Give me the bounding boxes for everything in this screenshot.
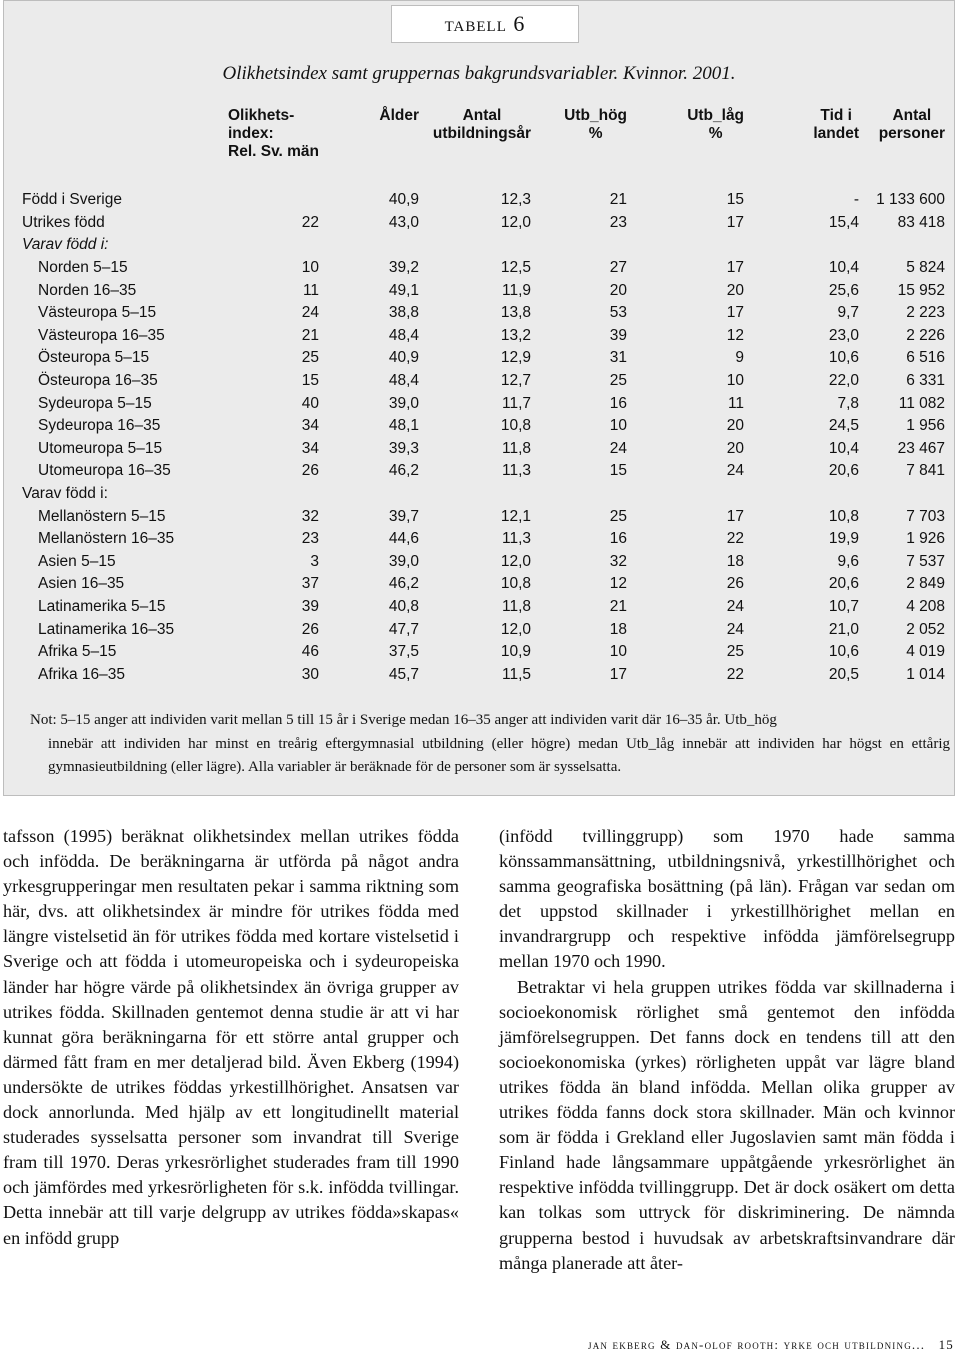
table-cell xyxy=(859,234,945,257)
table-cell: 7 703 xyxy=(906,507,946,525)
table-row xyxy=(22,325,945,348)
table-cell: 23,0 xyxy=(828,326,860,344)
table-cell xyxy=(419,234,531,257)
table-cell: 48,1 xyxy=(388,417,420,435)
table-cell: 4 208 xyxy=(906,597,946,615)
table-cell: 31 xyxy=(609,349,628,367)
table-row xyxy=(22,596,945,619)
header-tid: Tid i landet xyxy=(813,107,860,142)
body-column-right xyxy=(499,824,955,1276)
table-row xyxy=(22,189,945,212)
table-cell: 12,0 xyxy=(500,213,532,231)
table-row xyxy=(22,663,945,686)
table-cell: 12,0 xyxy=(500,620,532,638)
table-cell: 17 xyxy=(726,304,745,322)
table-cell: 10 xyxy=(609,417,628,435)
table-cell xyxy=(531,483,627,506)
table-row xyxy=(22,460,945,483)
table-row xyxy=(22,505,945,528)
row-label: Afrika 16–35 xyxy=(38,665,126,683)
table-cell: 20 xyxy=(726,439,745,457)
table-cell: 2 223 xyxy=(906,304,946,322)
table-cell: 24 xyxy=(609,439,628,457)
table-body xyxy=(22,189,945,686)
table-cell: 24 xyxy=(726,462,745,480)
table-cell: 44,6 xyxy=(388,530,420,548)
table-cell: 38,8 xyxy=(388,304,420,322)
table-cell: 12,9 xyxy=(500,349,532,367)
table-row xyxy=(22,483,945,506)
table-cell: 49,1 xyxy=(388,281,420,299)
body-column-left xyxy=(3,824,459,1251)
table-cell: 12 xyxy=(609,575,628,593)
row-label: Varav född i: xyxy=(22,485,108,503)
table-cell: 21,0 xyxy=(828,620,860,638)
row-label: Varav född i: xyxy=(22,236,109,254)
table-cell: 40,8 xyxy=(388,597,420,615)
table-cell xyxy=(419,483,531,506)
table-cell: 20 xyxy=(726,281,745,299)
table-cell: 4 019 xyxy=(906,643,946,661)
table-cell: 20 xyxy=(726,417,745,435)
table-cell: 46,2 xyxy=(388,575,420,593)
table-cell: 10,4 xyxy=(828,259,860,277)
table-cell: 7 841 xyxy=(906,462,946,480)
table-cell xyxy=(744,234,859,257)
table-row xyxy=(22,641,945,664)
table-cell: 39 xyxy=(609,326,628,344)
table-cell: 9,6 xyxy=(837,552,860,570)
row-label: Västeuropa 5–15 xyxy=(38,304,157,322)
row-label: Utrikes född xyxy=(22,213,105,231)
table-row xyxy=(22,528,945,551)
table-cell: 10 xyxy=(726,372,745,390)
table-cell: 25 xyxy=(301,349,320,367)
table-cell: 39,0 xyxy=(388,394,420,412)
table-cell xyxy=(744,483,859,506)
table-cell: 22 xyxy=(726,665,745,683)
table-cell xyxy=(228,483,319,506)
table-cell: 45,7 xyxy=(388,665,420,683)
table-cell: 10,9 xyxy=(500,643,532,661)
table-cell: 20,6 xyxy=(828,575,860,593)
table-cell: 17 xyxy=(609,665,628,683)
header-cell xyxy=(531,107,627,189)
table-note xyxy=(30,709,950,780)
table-cell: 2 052 xyxy=(906,620,946,638)
data-table xyxy=(22,107,945,686)
row-label: Asien 5–15 xyxy=(38,552,116,570)
table-cell: 11,8 xyxy=(502,439,532,457)
table-cell: 23 xyxy=(609,213,628,231)
row-label: Afrika 5–15 xyxy=(38,643,117,661)
row-label: Född i Sverige xyxy=(22,191,122,209)
header-cell xyxy=(319,107,419,189)
table-cell: 11,7 xyxy=(502,394,532,412)
table-cell: 24 xyxy=(726,597,745,615)
table-cell: 46,2 xyxy=(388,462,420,480)
table-cell: 37 xyxy=(301,575,320,593)
row-label: Asien 16–35 xyxy=(38,575,125,593)
table-cell: 39,3 xyxy=(388,439,420,457)
table-cell: 40,9 xyxy=(388,349,420,367)
table-label: tabell 6 xyxy=(391,5,579,43)
table-cell: 22,0 xyxy=(828,372,860,390)
table-cell: 15 xyxy=(726,191,745,209)
header-utb-hog: Utb_hög % xyxy=(564,107,628,142)
table-cell: 22 xyxy=(301,213,320,231)
table-cell: 10,8 xyxy=(828,507,860,525)
note-line-rest: innebär att individen har minst en treårig eftergymnasial utbildning (eller högre) medan Utb_låg innebär att individen har högst en ettårig gymnasieutbildning (eller lägre). Alla variabler är beräknade för de personer som är sysselsatta. xyxy=(48,735,950,775)
table-cell xyxy=(319,234,419,257)
table-cell: 34 xyxy=(301,417,320,435)
table-cell: 48,4 xyxy=(388,372,420,390)
table-cell: 3 xyxy=(310,552,320,570)
table-row xyxy=(22,279,945,302)
table-cell: 1 133 600 xyxy=(876,191,946,209)
table-cell: 24,5 xyxy=(828,417,860,435)
table-row xyxy=(22,415,945,438)
table-cell: 18 xyxy=(609,620,628,638)
table-cell: 15,4 xyxy=(828,213,860,231)
row-label: Latinamerika 5–15 xyxy=(38,597,166,615)
table-cell: 12,5 xyxy=(500,259,532,277)
table-cell: 39,2 xyxy=(388,259,420,277)
table-cell: 25 xyxy=(609,372,628,390)
table-cell: 25 xyxy=(726,643,745,661)
table-cell: 1 926 xyxy=(906,530,946,548)
table-cell: 12,1 xyxy=(500,507,532,525)
table-cell: 17 xyxy=(726,507,745,525)
header-cell xyxy=(22,107,228,189)
table-cell: 20,6 xyxy=(828,462,860,480)
table-cell: 46 xyxy=(301,643,320,661)
table-cell: 9 xyxy=(735,349,745,367)
table-cell: 7,8 xyxy=(837,394,860,412)
header-antal-utb: Antal utbildningsår xyxy=(432,107,532,142)
table-cell: 12,7 xyxy=(500,372,532,390)
row-label: Sydeuropa 5–15 xyxy=(38,394,152,412)
table-row xyxy=(22,551,945,574)
table-cell: 13,8 xyxy=(500,304,532,322)
header-antal-pers: Antal personer xyxy=(878,107,946,142)
table-cell: 26 xyxy=(301,462,320,480)
table-cell: 12 xyxy=(726,326,745,344)
table-cell: 47,7 xyxy=(388,620,420,638)
table-row xyxy=(22,257,945,280)
table-cell: 23 467 xyxy=(897,439,946,457)
header-utb-lag: Utb_låg % xyxy=(687,107,745,142)
table-cell: 17 xyxy=(726,259,745,277)
table-cell xyxy=(627,483,744,506)
table-cell xyxy=(319,483,419,506)
table-row xyxy=(22,347,945,370)
table-cell: 24 xyxy=(301,304,320,322)
table-cell: 23 xyxy=(301,530,320,548)
table-cell: 21 xyxy=(301,326,320,344)
table-cell: 6 331 xyxy=(906,372,946,390)
table-cell: 26 xyxy=(301,620,320,638)
table-cell xyxy=(627,234,744,257)
body-paragraph: tafsson (1995) beräknat olikhetsindex mellan utrikes födda och infödda. De beräkningarna är utförda på något andra yrkesgrupperingar men resultaten pekar i samma riktning som här, dvs. att olikhetsindex är mindre för utrikes födda med längre vistelsetid än för utrikes födda med kortare vistelsetid i Sverige och att födda i utomeuropeiska och i sydeuropeiska länder har högre värde på olikhetsindex än övriga grupper av utrikes födda. Skillnaden gentemot denna studie är att vi har kunnat göra beräkningarna för ett större antal grupper och därmed fått fram en mer detaljerad bild. Även Ekberg (1994) undersökte de utrikes föddas yrkestillhörighet. Ansatsen var dock annorlunda. Med hjälp av ett longitudinellt material studerades sysselsatta personer som invandrat till Sverige fram till 1970. Deras yrkesrörlighet studerades fram till 1990 och jämfördes med yrkesrörligheten för s.k. infödda tvillingar. Detta innebär att till varje delgrupp av utrikes födda»skapas« en infödd grupp xyxy=(3,826,459,1248)
table-cell: 11 082 xyxy=(898,394,946,412)
header-alder: Ålder xyxy=(379,107,420,124)
note-line-first: Not: 5–15 anger att individen varit mellan 5 till 15 år i Sverige medan 16–35 anger att individen varit där 16–35 år. Utb_hög xyxy=(30,712,777,728)
table-cell xyxy=(228,189,319,212)
table-cell: 18 xyxy=(726,552,745,570)
table-cell: 17 xyxy=(726,213,745,231)
table-cell: 39,7 xyxy=(388,507,420,525)
table-cell: 10 xyxy=(301,259,320,277)
table-cell: 20 xyxy=(609,281,628,299)
table-cell: 30 xyxy=(301,665,320,683)
table-cell: 21 xyxy=(609,597,628,615)
table-cell: 10,8 xyxy=(500,575,532,593)
table-cell: 34 xyxy=(301,439,320,457)
page-footer: jan ekberg & dan-olof rooth: yrke och utbildning... 15 xyxy=(588,1337,954,1352)
table-cell: 16 xyxy=(609,394,628,412)
table-cell: 40 xyxy=(301,394,320,412)
header-olikhets: Olikhets- index: Rel. Sv. män xyxy=(228,107,320,160)
table-cell: 5 824 xyxy=(906,259,946,277)
header-cell xyxy=(419,107,531,189)
table-cell: 15 xyxy=(609,462,628,480)
table-cell: 10,4 xyxy=(828,439,860,457)
table-cell: 13,2 xyxy=(500,326,532,344)
table-row xyxy=(22,438,945,461)
table-cell: 27 xyxy=(609,259,628,277)
table-cell: 6 516 xyxy=(906,349,946,367)
row-label: Östeuropa 16–35 xyxy=(38,372,158,390)
table-cell: 11 xyxy=(302,281,320,299)
body-paragraph: Betraktar vi hela gruppen utrikes födda var skillnaderna i socioekonomisk rörlighet små gentemot den infödda jämförelsegruppen. Det fanns dock en tendens till att den socioekonomiska (yrkes) rörligheten uppåt var lägre bland utrikes födda än bland infödda. Mellan olika grupper av utrikes födda fanns dock stora skillnader. Män och kvinnor som är födda i Grekland eller Jugoslavien samt män födda i Finland hade långsammare uppåtgående yrkesrörlighet än respektive infödda tvillinggrupp. Det är dock osäkert om detta kan tolkas som uttryck för diskriminering. De nämnda grupperna bestod i huvudsak av arbetskraftsinvandrare där många planerade att åter- xyxy=(499,976,955,1273)
table-cell: 11,3 xyxy=(502,530,532,548)
table-cell: 11,9 xyxy=(502,281,532,299)
row-label: Utomeuropa 16–35 xyxy=(38,462,171,480)
table-cell: 26 xyxy=(726,575,745,593)
table-cell: 43,0 xyxy=(388,213,420,231)
table-caption: Olikhetsindex samt gruppernas bakgrundsvariabler. Kvinnor. 2001. xyxy=(222,63,736,84)
table-cell: 32 xyxy=(609,552,628,570)
table-cell: 1 956 xyxy=(906,417,946,435)
table-cell: 53 xyxy=(609,304,628,322)
table-cell: 10,8 xyxy=(500,417,532,435)
table-cell: 25 xyxy=(609,507,628,525)
table-cell: 24 xyxy=(726,620,745,638)
table-row xyxy=(22,573,945,596)
table-cell: 40,9 xyxy=(388,191,420,209)
table-cell: 12,3 xyxy=(500,191,532,209)
header-cell xyxy=(859,107,945,189)
table-cell: 83 418 xyxy=(897,213,946,231)
row-label: Västeuropa 16–35 xyxy=(38,326,165,344)
table-cell: 10,6 xyxy=(828,349,860,367)
table-cell: 21 xyxy=(609,191,628,209)
header-cell xyxy=(627,107,744,189)
header-cell xyxy=(228,107,319,189)
table-cell: 10,7 xyxy=(828,597,860,615)
table-cell: 11,3 xyxy=(502,462,532,480)
table-header-row xyxy=(22,107,945,189)
table-panel xyxy=(3,0,955,796)
table-cell: 15 952 xyxy=(897,281,946,299)
table-row xyxy=(22,234,945,257)
table-row xyxy=(22,392,945,415)
table-cell: - xyxy=(853,191,860,209)
table-cell: 37,5 xyxy=(388,643,420,661)
table-cell: 2 226 xyxy=(906,326,946,344)
table-cell xyxy=(531,234,627,257)
table-cell: 7 537 xyxy=(906,552,946,570)
table-cell: 25,6 xyxy=(828,281,860,299)
table-row xyxy=(22,618,945,641)
table-cell: 20,5 xyxy=(828,665,860,683)
table-cell: 22 xyxy=(726,530,745,548)
table-cell: 11 xyxy=(727,394,745,412)
table-cell: 15 xyxy=(301,372,320,390)
row-label: Östeuropa 5–15 xyxy=(38,349,150,367)
row-label: Latinamerika 16–35 xyxy=(38,620,175,638)
row-label: Norden 5–15 xyxy=(38,259,128,277)
row-label: Mellanöstern 16–35 xyxy=(38,530,175,548)
table-cell: 39,0 xyxy=(388,552,420,570)
table-cell: 9,7 xyxy=(837,304,860,322)
row-label: Sydeuropa 16–35 xyxy=(38,417,161,435)
table-cell xyxy=(228,234,319,257)
row-label: Utomeuropa 5–15 xyxy=(38,439,163,457)
table-cell: 1 014 xyxy=(906,665,946,683)
table-cell: 11,5 xyxy=(502,665,532,683)
row-label: Mellanöstern 5–15 xyxy=(38,507,166,525)
row-label: Norden 16–35 xyxy=(38,281,137,299)
table-row xyxy=(22,212,945,235)
table-cell: 32 xyxy=(301,507,320,525)
table-row xyxy=(22,370,945,393)
table-cell: 11,8 xyxy=(502,597,532,615)
table-cell: 12,0 xyxy=(500,552,532,570)
table-cell xyxy=(859,483,945,506)
table-cell: 19,9 xyxy=(828,530,860,548)
table-cell: 39 xyxy=(301,597,320,615)
header-cell xyxy=(744,107,859,189)
table-cell: 2 849 xyxy=(906,575,946,593)
table-row xyxy=(22,302,945,325)
table-cell: 10 xyxy=(609,643,628,661)
table-cell: 16 xyxy=(609,530,628,548)
body-paragraph: (infödd tvillinggrupp) som 1970 hade samma könssammansättning, utbildningsnivå, yrkestillhörighet och samma geografiska bosättning (på län). Frågan var sedan om det uppstod skillnader i yrkestillhörighet mellan en invandrargrupp och respektive infödda jämförelsegrupp mellan 1970 och 1990. xyxy=(499,826,955,972)
table-cell: 48,4 xyxy=(388,326,420,344)
table-cell: 10,6 xyxy=(828,643,860,661)
